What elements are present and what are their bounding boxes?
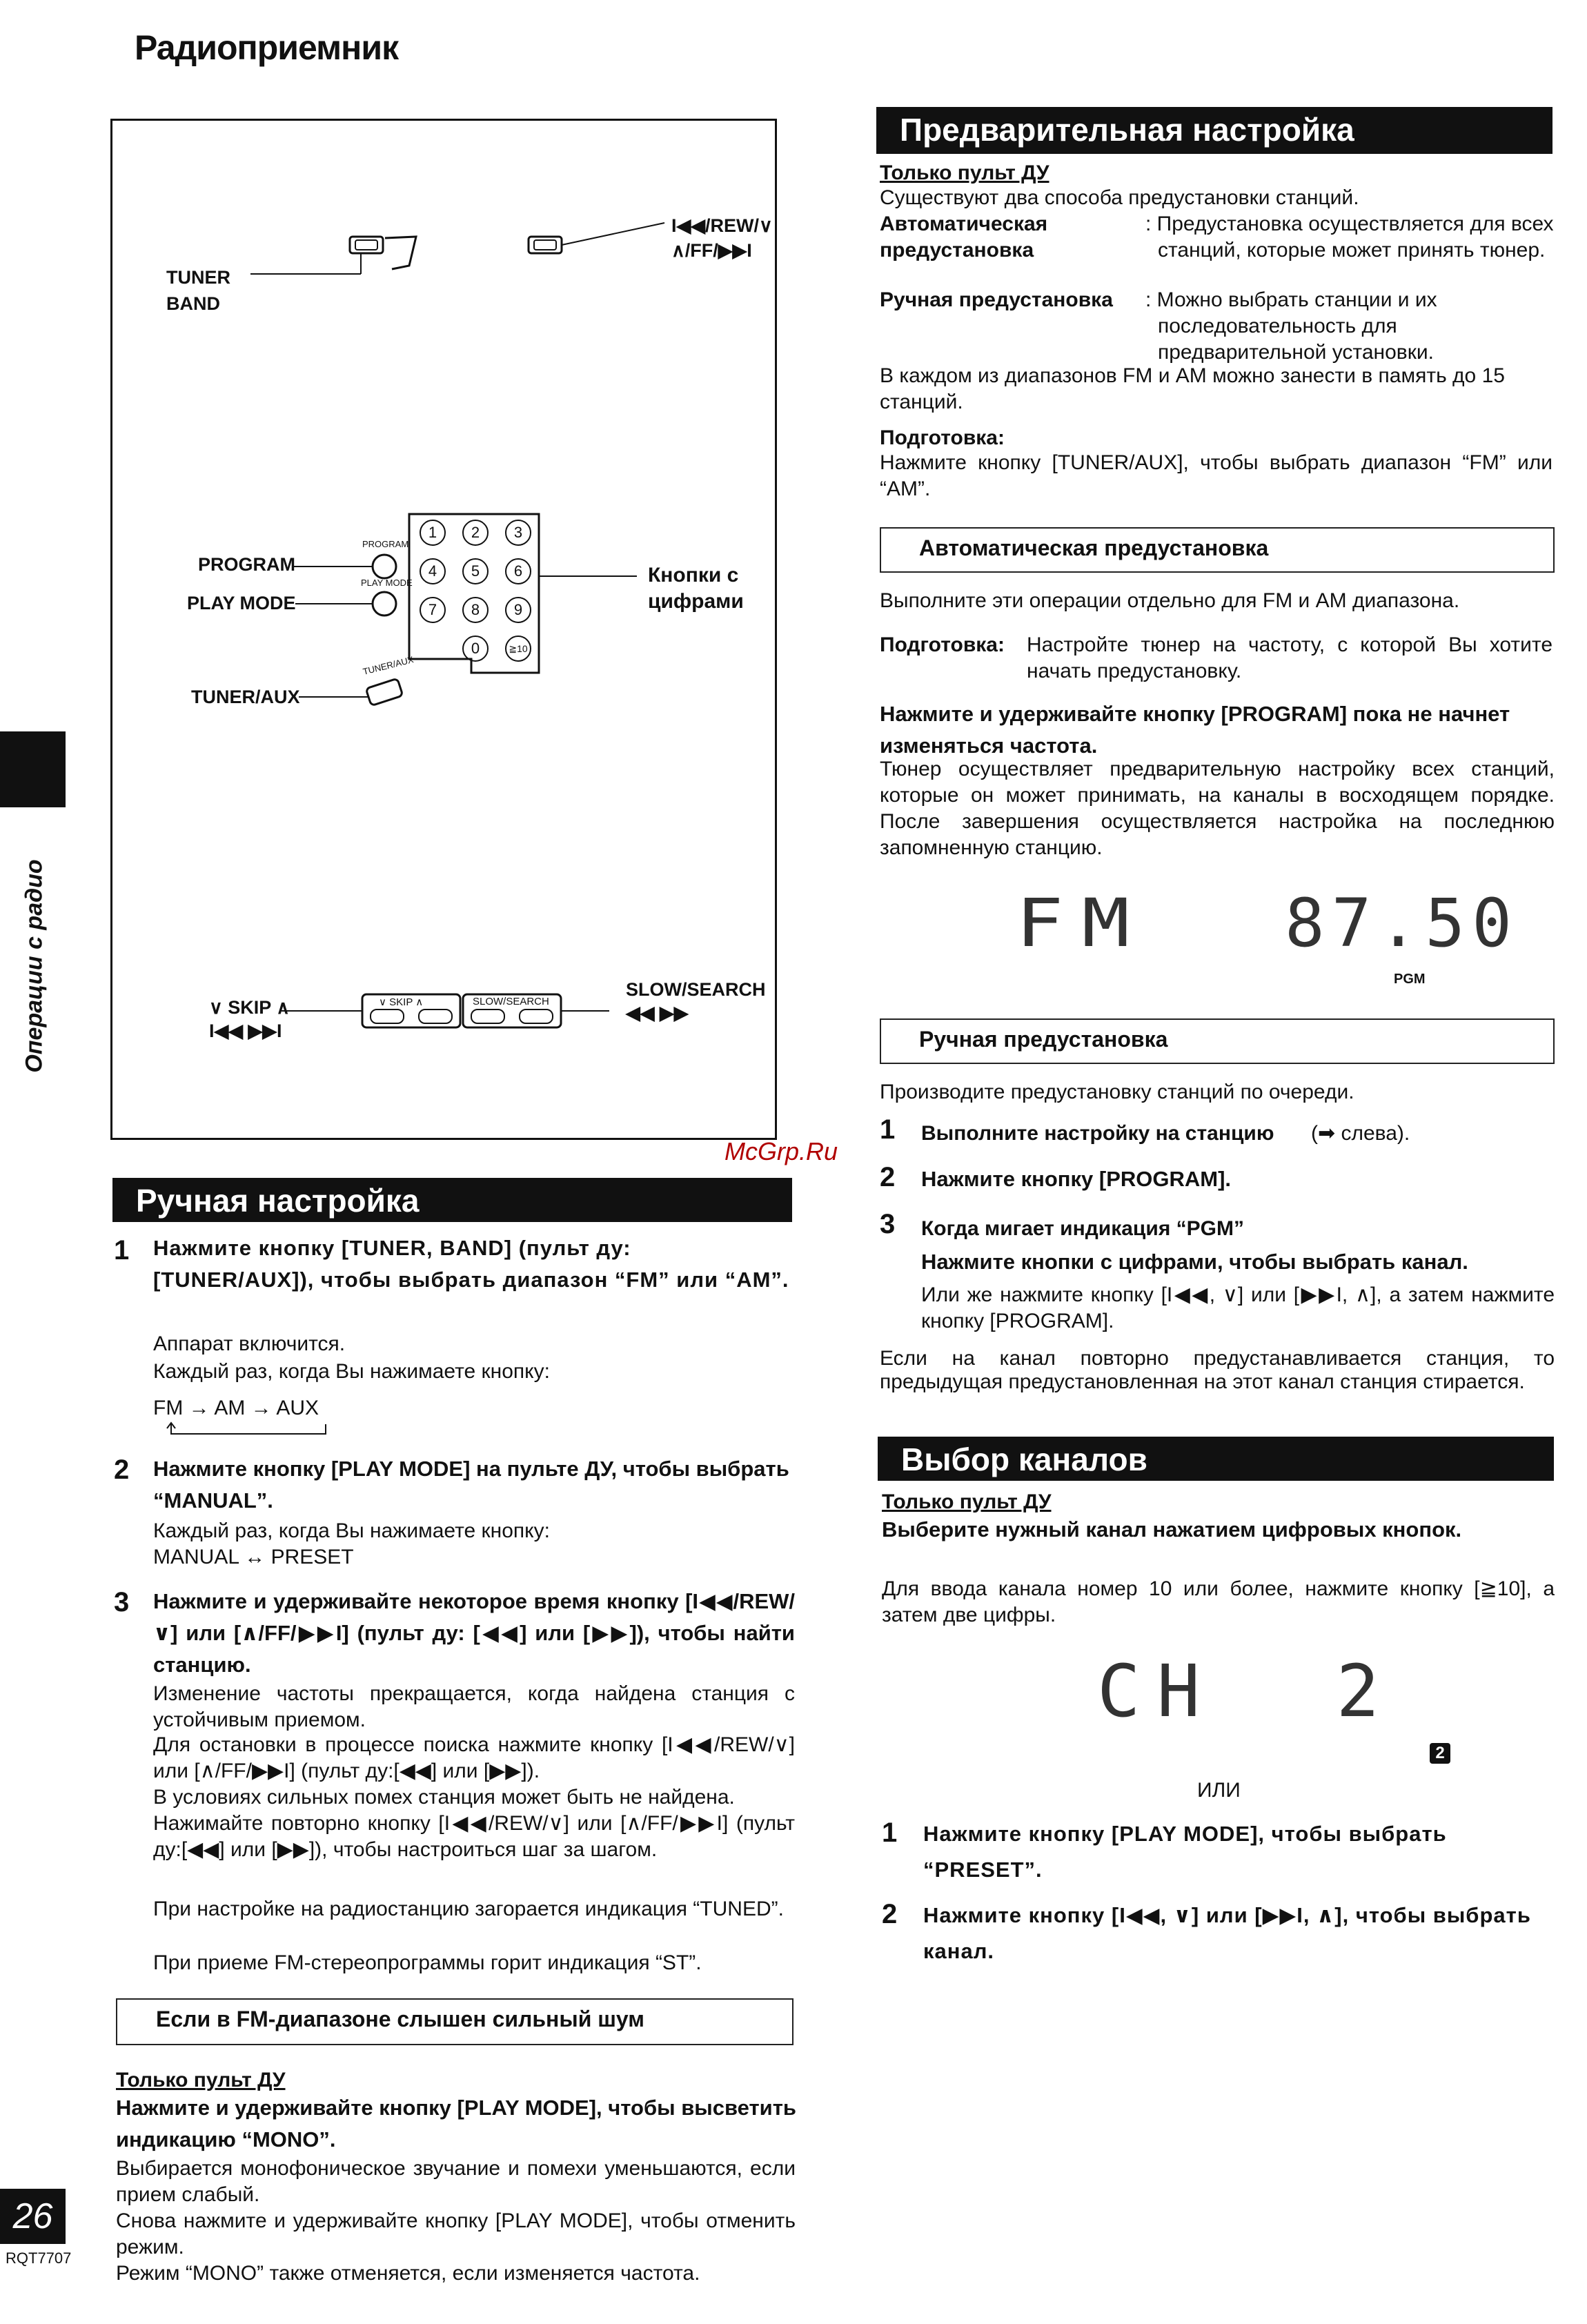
- step-3-number: 3: [114, 1587, 130, 1617]
- page-title: Радиоприемник: [135, 28, 399, 67]
- fm-noise-box: Если в FM-диапазоне слышен сильный шум: [116, 1998, 793, 2045]
- auto-body: Тюнер осуществляет предварительную настройку всех станций, которые он может принимать, на каналы в восходящем порядке. После завершения осуществляется настройка на последнюю запомненную станцию.: [880, 758, 1555, 859]
- channel-step-1-number: 1: [882, 1818, 898, 1848]
- manual-step-1-text: Выполните настройку на станцию: [921, 1122, 1274, 1145]
- step-2-title: Нажмите кнопку [PLAY MODE] на пульте ДУ, чтобы выбрать “MANUAL”.: [153, 1457, 789, 1513]
- step-2-line-2: MANUAL ↔ PRESET: [153, 1546, 354, 1568]
- number-buttons-label: Кнопки с цифрами: [648, 564, 744, 613]
- step-3-line-2: Для остановки в процессе поиска нажмите кнопку [I◀◀/REW/∨] или [∧/FF/▶▶I] (пульт ду:[◀◀] или [▶▶]).: [153, 1733, 795, 1782]
- noise-line-3: Режим “MONO” также отменяется, если изменяется частота.: [116, 2262, 700, 2285]
- small-tuner-aux-caption: TUNER/AUX: [362, 654, 415, 677]
- keypad-key-5[interactable]: 5: [462, 558, 489, 584]
- preset-heading: Предварительная настройка: [876, 107, 1552, 154]
- manual-step-1-note: (➡ слева).: [1311, 1122, 1410, 1145]
- preset-intro: Существуют два способа предустановки станций.: [880, 186, 1359, 209]
- small-slow-search-caption: SLOW/SEARCH: [473, 996, 549, 1007]
- keypad-key-7[interactable]: 7: [420, 597, 446, 623]
- auto-preset-box: Автоматическая предустановка: [880, 527, 1555, 573]
- manual-line-1: Производите предустановку станций по очереди.: [880, 1081, 1354, 1103]
- manual-step-3a: Когда мигает индикация “PGM”: [921, 1217, 1244, 1240]
- step-3-line-6: При приеме FM-стереопрограммы горит индикация “ST”.: [153, 1951, 702, 1974]
- auto-preset-term: Автоматическая предустановка: [880, 213, 1048, 262]
- auto-prep-text: Настройте тюнер на частоту, с которой Вы хотите начать предустановку.: [1027, 633, 1552, 682]
- step-3-line-4: Нажимайте повторно кнопку [I◀◀/REW/∨] или [∧/FF/▶▶I] (пульт ду:[◀◀] или [▶▶]), чтобы настроиться шаг за шагом.: [153, 1812, 795, 1861]
- remote-diagram: [110, 119, 777, 1140]
- noise-line-1: Выбирается монофоническое звучание и помехи уменьшаются, если прием слабый.: [116, 2157, 796, 2206]
- channel-step-2-number: 2: [882, 1899, 898, 1929]
- keypad-key-3[interactable]: 3: [505, 520, 531, 546]
- manual-step-3-number: 3: [880, 1209, 896, 1239]
- keypad-key-4[interactable]: 4: [420, 558, 446, 584]
- auto-preset-desc: : Предустановка осуществляется для всех станций, которые может принять тюнер.: [1145, 213, 1554, 262]
- program-label: PROGRAM: [198, 554, 295, 575]
- step-3-title: Нажмите и удерживайте некоторое время кнопку [I◀◀/REW/∨] или [∧/FF/▶▶I] (пульт ду: [◀◀] или [▶▶]), чтобы найти станцию.: [153, 1589, 795, 1677]
- display-badge: 2: [1430, 1743, 1450, 1764]
- channel-step-1-text: Нажмите кнопку [PLAY MODE], чтобы выбрать “PRESET”.: [923, 1822, 1447, 1882]
- manual-preset-term: Ручная предустановка: [880, 288, 1113, 311]
- tuner-aux-label: TUNER/AUX: [191, 687, 300, 707]
- step-1-line-1: Аппарат включится.: [153, 1332, 346, 1355]
- step-3-line-5: При настройке на радиостанцию загорается индикация “TUNED”.: [153, 1898, 784, 1920]
- small-play-mode-caption: PLAY MODE: [361, 578, 413, 588]
- manual-preset-desc: : Можно выбрать станции и их последовательность для предварительной установки.: [1145, 288, 1437, 364]
- watermark: McGrp.Ru: [724, 1137, 838, 1165]
- keypad-key-1[interactable]: 1: [420, 520, 446, 546]
- manual-step-2-text: Нажмите кнопку [PROGRAM].: [921, 1167, 1232, 1191]
- step-1-line-2: Каждый раз, когда Вы нажимаете кнопку:: [153, 1360, 550, 1383]
- manual-tuning-heading: Ручная настройка: [112, 1178, 792, 1222]
- channel-body: Для ввода канала номер 10 или более, нажмите кнопку [≧10], а затем две цифры.: [882, 1577, 1555, 1626]
- small-program-caption: PROGRAM: [362, 539, 409, 549]
- keypad-key-2[interactable]: 2: [462, 520, 489, 546]
- page-number: 26: [0, 2189, 66, 2244]
- keypad-key-9[interactable]: 9: [505, 597, 531, 623]
- step-2-line-1: Каждый раз, когда Вы нажимаете кнопку:: [153, 1519, 550, 1542]
- pgm-indicator: PGM: [1394, 972, 1426, 987]
- auto-prep-label: Подготовка:: [880, 633, 1005, 656]
- channel-select-heading: Выбор каналов: [878, 1437, 1554, 1481]
- keypad-key-6[interactable]: 6: [505, 558, 531, 584]
- keypad-key-8[interactable]: 8: [462, 597, 489, 623]
- fm-display-band: FM: [1016, 885, 1148, 962]
- number-keypad: [420, 520, 537, 664]
- step-1-title: Нажмите кнопку [TUNER, BAND] (пульт ду: [TUNER/AUX]), чтобы выбрать диапазон “FM” или “AM”.: [153, 1236, 789, 1292]
- fm-display-frequency: 87.50: [1285, 885, 1519, 962]
- preset-prep-label: Подготовка:: [880, 426, 1005, 449]
- side-tab-marker: [0, 731, 66, 807]
- or-label: ИЛИ: [1197, 1779, 1241, 1802]
- step-3-line-1: Изменение частоты прекращается, когда найдена станция с устойчивым приемом.: [153, 1682, 795, 1731]
- noise-instruction: Нажмите и удерживайте кнопку [PLAY MODE], чтобы высветить индикацию “MONO”.: [116, 2096, 796, 2151]
- tuner-band-label: TUNER BAND: [166, 267, 230, 314]
- keypad-key-0[interactable]: 0: [462, 636, 489, 662]
- manual-preset-box: Ручная предустановка: [880, 1018, 1555, 1064]
- step-1-number: 1: [114, 1235, 130, 1266]
- skip-label: ∨ SKIP ∧ I◀◀ ▶▶I: [209, 997, 290, 1041]
- keypad-key-10plus[interactable]: ≧10: [505, 636, 531, 662]
- cycle-return-arrow: [166, 1421, 331, 1439]
- small-skip-caption: ∨ SKIP ∧: [379, 996, 424, 1008]
- noise-line-2: Снова нажмите и удерживайте кнопку [PLAY MODE], чтобы отменить режим.: [116, 2209, 796, 2258]
- manual-note: Если на канал повторно предустанавливается станция, то предыдущая предустановленная на этот канал станция стирается.: [880, 1347, 1555, 1393]
- doc-code: RQT7707: [6, 2249, 72, 2267]
- channel-remote-only: Только пульт ДУ: [882, 1490, 1052, 1513]
- manual-step-2-number: 2: [880, 1162, 896, 1192]
- auto-line-1: Выполните эти операции отдельно для FM и AM диапазона.: [880, 589, 1460, 612]
- side-section-label: Операции с радио: [21, 859, 48, 1073]
- noise-remote-only: Только пульт ДУ: [116, 2069, 286, 2091]
- step-3-line-3: В условиях сильных помех станция может быть не найдена.: [153, 1786, 735, 1809]
- channel-display: CH 2: [1097, 1649, 1397, 1733]
- rew-ff-label: I◀◀/REW/∨ ∧/FF/▶▶I: [671, 215, 773, 261]
- manual-step-3c: Или же нажмите кнопку [I◀◀, ∨] или [▶▶I, ∧], а затем нажмите кнопку [PROGRAM].: [921, 1283, 1555, 1332]
- manual-step-3b: Нажмите кнопки с цифрами, чтобы выбрать канал.: [921, 1250, 1468, 1274]
- manual-step-1-number: 1: [880, 1114, 896, 1145]
- preset-remote-only: Только пульт ДУ: [880, 161, 1049, 184]
- channel-step-2-text: Нажмите кнопку [I◀◀, ∨] или [▶▶I, ∧], чтобы выбрать канал.: [923, 1903, 1531, 1963]
- auto-instruction: Нажмите и удерживайте кнопку [PROGRAM] пока не начнет изменяться частота.: [880, 702, 1510, 758]
- preset-prep-text: Нажмите кнопку [TUNER/AUX], чтобы выбрать диапазон “FM” или “AM”.: [880, 451, 1552, 500]
- slow-search-label: SLOW/SEARCH ◀◀ ▶▶: [626, 979, 766, 1023]
- play-mode-label: PLAY MODE: [187, 593, 296, 613]
- step-2-number: 2: [114, 1455, 130, 1485]
- band-cycle: FM → AM → AUX: [153, 1397, 319, 1419]
- memory-note: В каждом из диапазонов FM и AM можно занести в память до 15 станций.: [880, 364, 1505, 413]
- channel-instruction: Выберите нужный канал нажатием цифровых кнопок.: [882, 1517, 1462, 1542]
